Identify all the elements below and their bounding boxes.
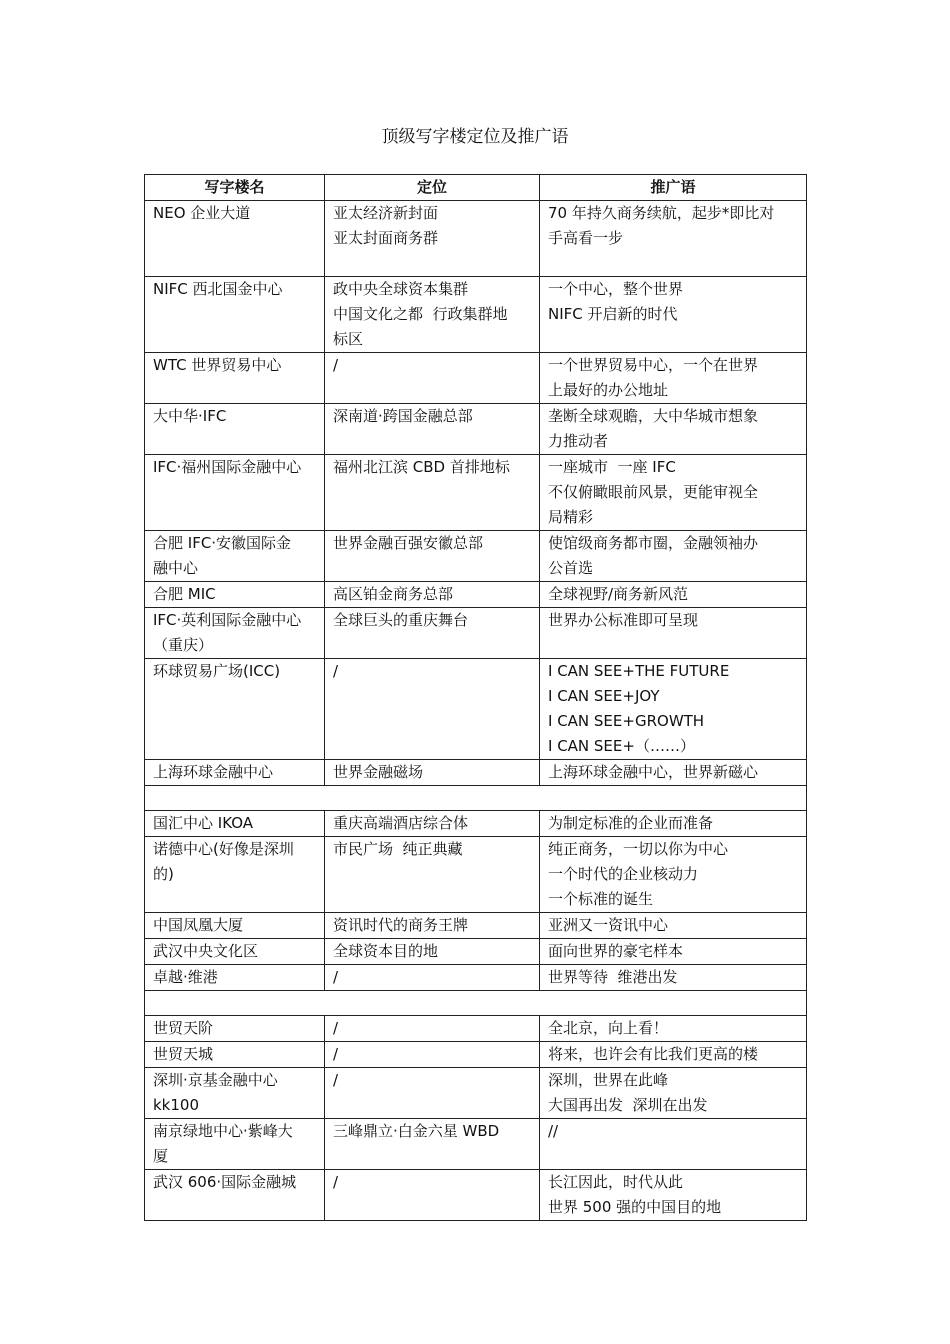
table-row — [145, 837, 807, 913]
building-name-line: 诺德中心(好像是深圳 — [153, 840, 294, 858]
slogan-line: 世界办公标准即可呈现 — [548, 611, 699, 629]
positioning-cell — [325, 1068, 540, 1119]
slogan-line: 一个标准的诞生 — [548, 890, 654, 908]
building-name-line: NEO 企业大道 — [153, 204, 251, 222]
table-row — [145, 1119, 807, 1170]
table-row — [145, 201, 807, 277]
slogan-line: NIFC 开启新的时代 — [548, 305, 678, 323]
slogan-line: 纯正商务，一切以你为中心 — [548, 840, 729, 858]
building-name-line: kk100 — [153, 1096, 200, 1114]
office-building-table — [144, 174, 807, 1221]
table-row — [145, 913, 807, 939]
building-name-line: 的) — [153, 865, 174, 883]
positioning-line: / — [333, 1071, 339, 1089]
building-name-cell — [145, 455, 325, 531]
positioning-line: 资讯时代的商务王牌 — [333, 916, 469, 934]
blank-separator-row — [145, 991, 807, 1016]
slogan-line: 亚洲又一资讯中心 — [548, 916, 669, 934]
table-row — [145, 1016, 807, 1042]
building-name-line: NIFC 西北国金中心 — [153, 280, 283, 298]
positioning-cell — [325, 277, 540, 353]
slogan-line: 面向世界的豪宅样本 — [548, 942, 684, 960]
building-name-cell — [145, 531, 325, 582]
building-name-line: （重庆） — [153, 636, 214, 654]
positioning-line: / — [333, 1173, 339, 1191]
building-name-line: 世贸天阶 — [153, 1019, 214, 1037]
building-name-cell — [145, 659, 325, 760]
slogan-cell — [540, 277, 807, 353]
building-name-line: 武汉 606·国际金融城 — [153, 1173, 297, 1191]
slogan-cell — [540, 659, 807, 760]
positioning-cell — [325, 353, 540, 404]
blank-cell — [145, 991, 807, 1016]
building-name-cell — [145, 939, 325, 965]
slogan-line: 世界等待 维港出发 — [548, 968, 678, 986]
positioning-cell — [325, 1119, 540, 1170]
slogan-cell — [540, 1119, 807, 1170]
table-row — [145, 353, 807, 404]
slogan-line: 不仅俯瞰眼前风景，更能审视全 — [548, 483, 759, 501]
slogan-line: 全球视野/商务新风范 — [548, 585, 689, 603]
building-name-line: 环球贸易广场(ICC) — [153, 662, 281, 680]
building-name-cell — [145, 608, 325, 659]
positioning-cell — [325, 837, 540, 913]
building-name-cell — [145, 404, 325, 455]
table-row — [145, 659, 807, 760]
building-name-line: 上海环球金融中心 — [153, 763, 274, 781]
positioning-line: 重庆高端酒店综合体 — [333, 814, 469, 832]
positioning-cell — [325, 913, 540, 939]
positioning-line: 世界金融磁场 — [333, 763, 424, 781]
positioning-cell — [325, 659, 540, 760]
building-name-line: 国汇中心 IKOA — [153, 814, 254, 832]
slogan-line: 一个中心，整个世界 — [548, 280, 684, 298]
slogan-line: 一个时代的企业核动力 — [548, 865, 699, 883]
positioning-line: 亚太封面商务群 — [333, 229, 439, 247]
slogan-cell — [540, 455, 807, 531]
positioning-cell — [325, 965, 540, 991]
building-name-line: 大中华·IFC — [153, 407, 227, 425]
table-header-row — [145, 175, 807, 201]
building-name-cell — [145, 277, 325, 353]
positioning-cell — [325, 531, 540, 582]
building-name-line: 卓越·维港 — [153, 968, 218, 986]
slogan-line: 上最好的办公地址 — [548, 381, 669, 399]
slogan-line: I CAN SEE+（……） — [548, 737, 695, 755]
positioning-line: / — [333, 356, 339, 374]
building-name-line: 武汉中央文化区 — [153, 942, 259, 960]
blank-separator-row — [145, 786, 807, 811]
table-row — [145, 1068, 807, 1119]
building-name-cell — [145, 965, 325, 991]
table-row — [145, 531, 807, 582]
positioning-line: 三峰鼎立·白金六星 WBD — [333, 1122, 500, 1140]
table-row — [145, 760, 807, 786]
positioning-line: / — [333, 1045, 339, 1063]
building-name-line: 世贸天城 — [153, 1045, 214, 1063]
building-name-line: IFC·英利国际金融中心 — [153, 611, 302, 629]
slogan-line: 为制定标准的企业而准备 — [548, 814, 714, 832]
positioning-line: 市民广场 纯正典藏 — [333, 840, 463, 858]
header-positioning: 定位 — [325, 175, 540, 201]
positioning-cell — [325, 1042, 540, 1068]
table-body — [145, 201, 807, 1221]
building-name-cell — [145, 837, 325, 913]
building-name-line: 合肥 IFC·安徽国际金 — [153, 534, 292, 552]
table-row — [145, 811, 807, 837]
building-name-line: WTC 世界贸易中心 — [153, 356, 282, 374]
building-name-cell — [145, 582, 325, 608]
slogan-cell — [540, 582, 807, 608]
slogan-cell — [540, 1170, 807, 1221]
slogan-line: 垄断全球观瞻，大中华城市想象 — [548, 407, 759, 425]
table-row — [145, 455, 807, 531]
slogan-line: 手高看一步 — [548, 229, 624, 247]
slogan-line: 70 年持久商务续航，起步*即比对 — [548, 204, 775, 222]
slogan-line: 上海环球金融中心，世界新磁心 — [548, 763, 759, 781]
table-row — [145, 404, 807, 455]
slogan-line: 将来，也许会有比我们更高的楼 — [548, 1045, 759, 1063]
positioning-line: / — [333, 968, 339, 986]
slogan-cell — [540, 811, 807, 837]
building-name-line: 南京绿地中心·紫峰大 — [153, 1122, 293, 1140]
slogan-cell — [540, 1016, 807, 1042]
building-name-line: 中国凤凰大厦 — [153, 916, 244, 934]
positioning-cell — [325, 404, 540, 455]
table-row — [145, 608, 807, 659]
building-name-line: IFC·福州国际金融中心 — [153, 458, 302, 476]
slogan-line: 大国再出发 深圳在出发 — [548, 1096, 708, 1114]
slogan-line: // — [548, 1122, 559, 1140]
slogan-line: 力推动者 — [548, 432, 609, 450]
positioning-line: 亚太经济新封面 — [333, 204, 439, 222]
building-name-cell — [145, 1042, 325, 1068]
slogan-cell — [540, 404, 807, 455]
slogan-line: I CAN SEE+GROWTH — [548, 712, 705, 730]
slogan-line: 局精彩 — [548, 508, 594, 526]
building-name-cell — [145, 913, 325, 939]
positioning-line: / — [333, 1019, 339, 1037]
slogan-line: I CAN SEE+THE FUTURE — [548, 662, 730, 680]
building-name-cell — [145, 1016, 325, 1042]
positioning-cell — [325, 455, 540, 531]
slogan-line: 一座城市 一座 IFC — [548, 458, 676, 476]
building-name-cell — [145, 760, 325, 786]
slogan-cell — [540, 608, 807, 659]
positioning-cell — [325, 1170, 540, 1221]
positioning-cell — [325, 201, 540, 277]
building-name-line: 厦 — [153, 1147, 169, 1165]
table-row — [145, 939, 807, 965]
building-name-cell — [145, 353, 325, 404]
positioning-line: 高区铂金商务总部 — [333, 585, 454, 603]
building-name-line: 融中心 — [153, 559, 199, 577]
positioning-cell — [325, 939, 540, 965]
blank-cell — [145, 786, 807, 811]
slogan-cell — [540, 837, 807, 913]
positioning-line: 深南道·跨国金融总部 — [333, 407, 473, 425]
table-row — [145, 1042, 807, 1068]
positioning-line: / — [333, 662, 339, 680]
slogan-cell — [540, 1068, 807, 1119]
slogan-line: 公首选 — [548, 559, 594, 577]
slogan-line: 世界 500 强的中国目的地 — [548, 1198, 722, 1216]
slogan-line: I CAN SEE+JOY — [548, 687, 660, 705]
table-row — [145, 277, 807, 353]
slogan-cell — [540, 965, 807, 991]
slogan-line: 全北京，向上看！ — [548, 1019, 669, 1037]
positioning-line: 福州北江滨 CBD 首排地标 — [333, 458, 510, 476]
slogan-line: 深圳，世界在此峰 — [548, 1071, 669, 1089]
building-name-line: 合肥 MIC — [153, 585, 216, 603]
positioning-cell — [325, 760, 540, 786]
table-row — [145, 582, 807, 608]
positioning-line: 标区 — [333, 330, 364, 348]
positioning-cell — [325, 1016, 540, 1042]
positioning-line: 全球巨头的重庆舞台 — [333, 611, 469, 629]
table-row — [145, 1170, 807, 1221]
positioning-line: 政中央全球资本集群 — [333, 280, 469, 298]
slogan-cell — [540, 201, 807, 277]
table-row — [145, 965, 807, 991]
building-name-cell — [145, 201, 325, 277]
slogan-line: 使馆级商务都市圈，金融领袖办 — [548, 534, 759, 552]
slogan-cell — [540, 531, 807, 582]
positioning-line: 中国文化之都 行政集群地 — [333, 305, 508, 323]
positioning-line: 世界金融百强安徽总部 — [333, 534, 484, 552]
positioning-cell — [325, 608, 540, 659]
slogan-line: 长江因此，时代从此 — [548, 1173, 684, 1191]
slogan-cell — [540, 353, 807, 404]
positioning-cell — [325, 811, 540, 837]
building-name-cell — [145, 1068, 325, 1119]
slogan-cell — [540, 939, 807, 965]
slogan-cell — [540, 913, 807, 939]
header-building-name: 写字楼名 — [145, 175, 325, 201]
positioning-line: 全球资本目的地 — [333, 942, 439, 960]
building-name-cell — [145, 811, 325, 837]
building-name-line: 深圳·京基金融中心 — [153, 1071, 278, 1089]
header-slogan: 推广语 — [540, 175, 807, 201]
building-name-cell — [145, 1119, 325, 1170]
building-name-cell — [145, 1170, 325, 1221]
slogan-cell — [540, 1042, 807, 1068]
slogan-line: 一个世界贸易中心，一个在世界 — [548, 356, 759, 374]
document-title: 顶级写字楼定位及推广语 — [381, 127, 569, 147]
positioning-cell — [325, 582, 540, 608]
slogan-cell — [540, 760, 807, 786]
